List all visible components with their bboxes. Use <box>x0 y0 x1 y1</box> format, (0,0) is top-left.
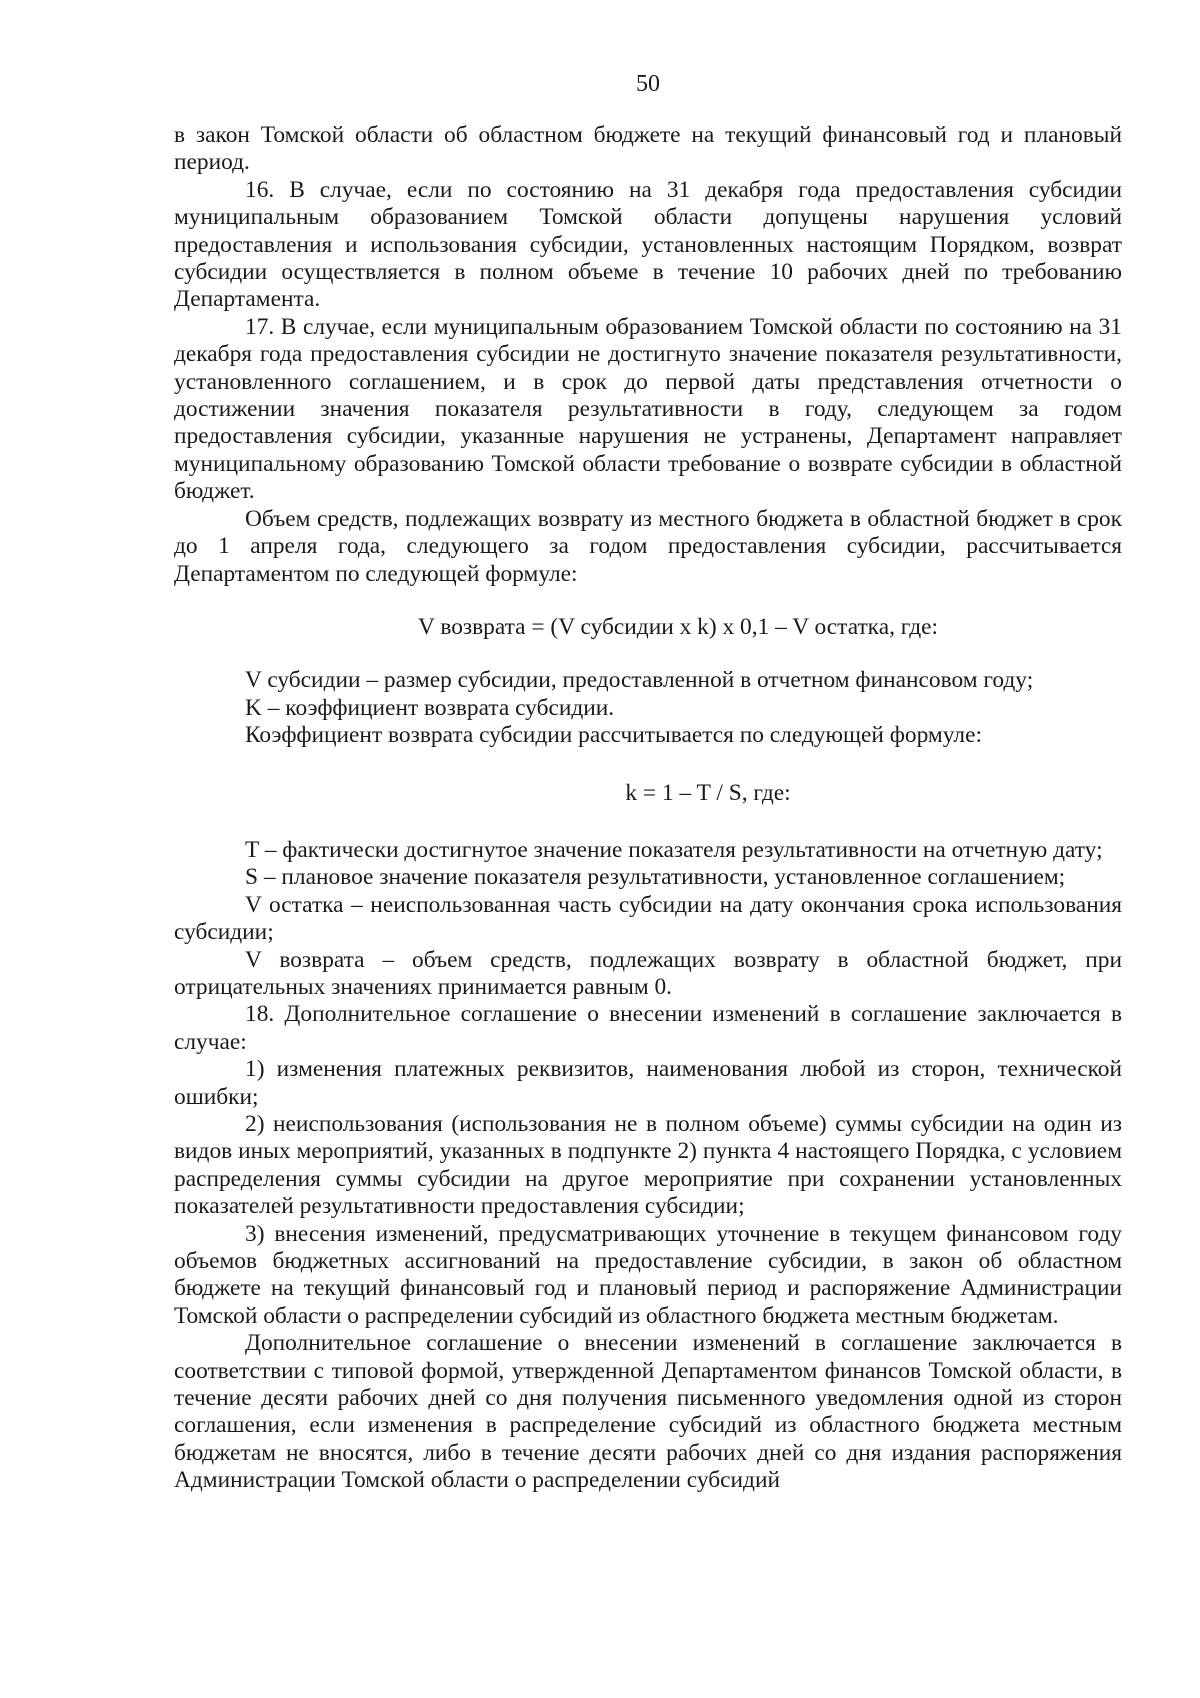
paragraph-continuation: в закон Томской области об областном бюджете на текущий финансовый год и плановый период. <box>174 122 1122 176</box>
mid-section <box>174 667 1122 749</box>
definition-v-remainder: V остатка – неиспользованная часть субсидии на дату окончания срока использования субсидии; <box>174 891 1122 946</box>
definition-v-return: V возврата – объем средств, подлежащих возврату в областной бюджет, при отрицательных значениях принимается равным 0. <box>174 946 1122 1000</box>
formula-v-return: V возврата = (V субсидии x k) x 0,1 – V остатка, где: <box>418 613 938 640</box>
paragraph-k-formula-intro: Коэффициент возврата субсидии рассчитывается по следующей формуле: <box>245 722 982 749</box>
bottom-section <box>174 837 1122 1495</box>
paragraph-18-item-3: 3) внесения изменений, предусматривающих уточнение в текущем финансовом году объемов бюджетных ассигнований на предоставление субсидии, в закон об областном бюджете на текущий финансовый год и плановый период и распоряжение Администрации Томской области о распределении субсидий из областного бюджета местным бюджетам. <box>174 1220 1122 1329</box>
paragraph-17-volume: Объем средств, подлежащих возврату из местного бюджета в областной бюджет в срок до 1 апреля года, следующего за годом предоставления субсидии, рассчитывается Департаментом по следующей формуле: <box>174 505 1122 587</box>
paragraph-18-item-1: 1) изменения платежных реквизитов, наименования любой из сторон, технической ошибки; <box>174 1056 1122 1110</box>
definition-s: S – плановое значение показателя результативности, установленное соглашением; <box>245 864 1066 891</box>
paragraph-18: 18. Дополнительное соглашение о внесении изменений в соглашение заключается в случае: <box>174 1001 1122 1055</box>
definition-t: T – фактически достигнутое значение показателя результативности на отчетную дату; <box>245 836 1103 863</box>
page-number: 50 <box>636 71 660 97</box>
paragraph-18-item-2: 2) неиспользования (использования не в полном объеме) суммы субсидии на один из видов иных мероприятий, указанных в подпункте 2) пункта 4 настоящего Порядка, с условием распределения суммы субсидии на другое мероприятие при сохранении установленных показателей результативности предоставления субсидии; <box>174 1111 1122 1220</box>
paragraph-18-conclusion: Дополнительное соглашение о внесении изменений в соглашение заключается в соответствии с типовой формой, утвержденной Департаментом финансов Томской области, в течение десяти рабочих дней со дня получения письменного уведомления одной из сторон соглашения, если изменения в распределение субсидий из областного бюджета местным бюджетам не вносятся, либо в течение десяти рабочих дней со дня издания распоряжения Администрации Томской области о распределении субсидий <box>174 1330 1122 1494</box>
formula-k: k = 1 – T / S, где: <box>625 779 791 806</box>
definition-v-subsidy: V субсидии – размер субсидии, предоставленной в отчетном финансовом году; <box>245 667 1034 694</box>
top-section <box>174 122 1122 588</box>
definition-k: K – коэффициент возврата субсидии. <box>245 694 615 721</box>
paragraph-17: 17. В случае, если муниципальным образованием Томской области по состоянию на 31 декабря года предоставления субсидии не достигнуто значение показателя результативности, установленного соглашением, и в срок до первой даты представления отчетности о достижении значения показателя результативности в году, следующем за годом предоставления субсидии, указанные нарушения не устранены, Департамент направляет муниципальному образованию Томской области требование о возврате субсидии в областной бюджет. <box>174 313 1122 505</box>
document-page <box>174 70 1122 1495</box>
paragraph-16: 16. В случае, если по состоянию на 31 декабря года предоставления субсидии муниципальным образованием Томской области допущены нарушения условий предоставления и использования субсидии, установленных настоящим Порядком, возврат субсидии осуществляется в полном объеме в течение 10 рабочих дней по требованию Департамента. <box>174 176 1122 313</box>
